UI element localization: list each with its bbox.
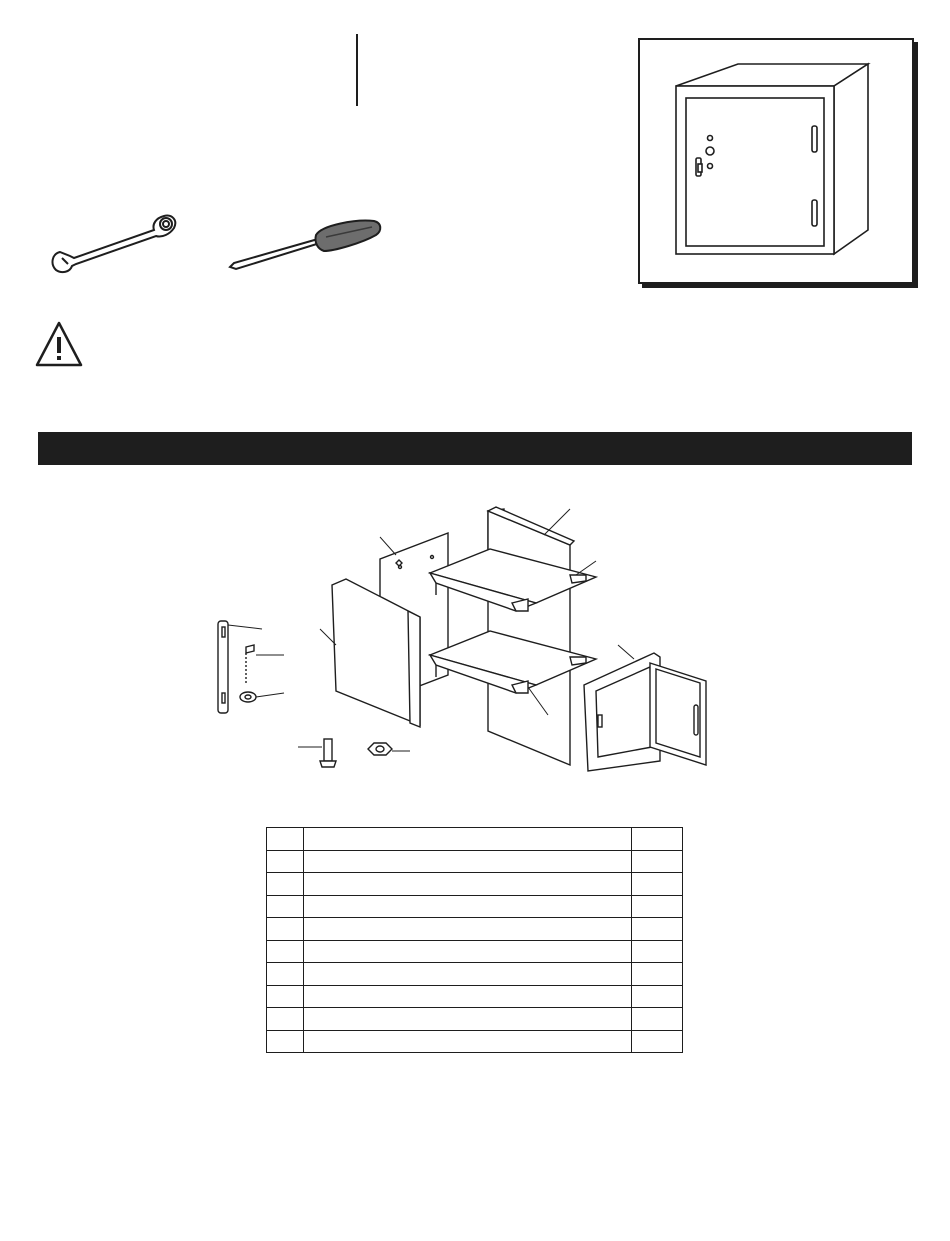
parts-cell-description bbox=[304, 940, 632, 963]
parts-cell-no bbox=[267, 828, 304, 851]
parts-cell-description bbox=[304, 1008, 632, 1031]
screwdriver-icon bbox=[226, 215, 386, 275]
table-row bbox=[267, 895, 683, 918]
wrench-icon bbox=[46, 210, 186, 280]
parts-cell-qty bbox=[632, 940, 683, 963]
table-row bbox=[267, 850, 683, 873]
table-row bbox=[267, 828, 683, 851]
parts-cell-no bbox=[267, 985, 304, 1008]
parts-cell-description bbox=[304, 828, 632, 851]
cabinet-illustration-frame bbox=[638, 38, 914, 284]
parts-cell-no bbox=[267, 940, 304, 963]
warning-icon bbox=[34, 320, 84, 370]
parts-cell-no bbox=[267, 918, 304, 941]
table-row bbox=[267, 1030, 683, 1053]
table-row bbox=[267, 1008, 683, 1031]
parts-cell-qty bbox=[632, 985, 683, 1008]
parts-cell-description bbox=[304, 963, 632, 986]
parts-cell-qty bbox=[632, 963, 683, 986]
parts-cell-qty bbox=[632, 873, 683, 896]
cabinet-illustration bbox=[640, 40, 912, 282]
parts-cell-description bbox=[304, 895, 632, 918]
parts-cell-no bbox=[267, 850, 304, 873]
table-row bbox=[267, 985, 683, 1008]
parts-cell-qty bbox=[632, 850, 683, 873]
parts-cell-no bbox=[267, 1030, 304, 1053]
parts-cell-qty bbox=[632, 1008, 683, 1031]
screw bbox=[246, 645, 254, 653]
table-row bbox=[267, 963, 683, 986]
header-divider bbox=[356, 34, 358, 106]
parts-cell-no bbox=[267, 963, 304, 986]
parts-cell-description bbox=[304, 873, 632, 896]
section-header-bar bbox=[38, 432, 912, 465]
parts-cell-qty bbox=[632, 918, 683, 941]
exploded-parts-diagram bbox=[200, 495, 760, 785]
parts-cell-qty bbox=[632, 895, 683, 918]
bolt bbox=[324, 739, 332, 761]
parts-cell-description bbox=[304, 1030, 632, 1053]
parts-cell-description bbox=[304, 985, 632, 1008]
parts-cell-description bbox=[304, 918, 632, 941]
parts-cell-qty bbox=[632, 828, 683, 851]
parts-list-table bbox=[266, 827, 683, 1053]
parts-cell-qty bbox=[632, 1030, 683, 1053]
parts-cell-no bbox=[267, 873, 304, 896]
table-row bbox=[267, 940, 683, 963]
table-row bbox=[267, 873, 683, 896]
table-row bbox=[267, 918, 683, 941]
parts-cell-description bbox=[304, 850, 632, 873]
parts-cell-no bbox=[267, 895, 304, 918]
parts-cell-no bbox=[267, 1008, 304, 1031]
